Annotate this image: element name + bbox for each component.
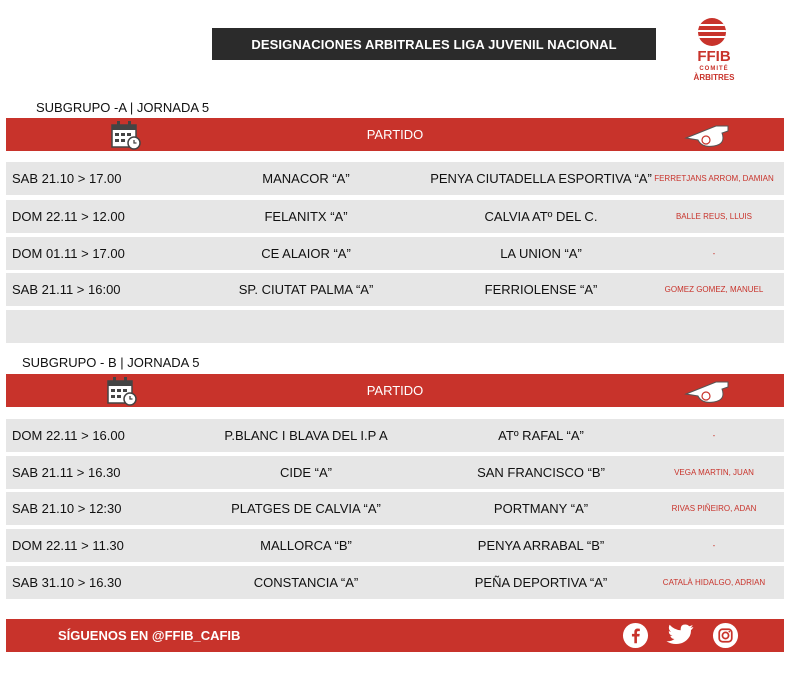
table-row — [6, 566, 784, 599]
referee — [646, 310, 782, 343]
referee: RIVAS PIÑEIRO, ADAN — [671, 504, 757, 513]
page-title — [212, 28, 656, 60]
twitter-icon[interactable] — [662, 622, 696, 649]
logo-line1: COMITÉ — [699, 66, 729, 72]
referee: - — [712, 431, 716, 440]
away-team: FERRIOLENSE “A” — [484, 282, 598, 297]
home-team: CE ALAIOR “A” — [261, 246, 351, 261]
match-date: DOM 01.11 > 17.00 — [12, 246, 125, 261]
table-row — [6, 419, 784, 452]
footer-follow-text: SÍGUENOS EN @FFIB_CAFIB — [58, 628, 241, 643]
away-team — [416, 310, 666, 343]
away-team: PEÑA DEPORTIVA “A” — [474, 575, 608, 590]
table-row — [6, 162, 784, 195]
home-team: P.BLANC I BLAVA DEL I.P A — [224, 428, 388, 443]
group-b-label: SUBGRUPO - B | JORNADA 5 — [22, 355, 200, 370]
match-date: SAB 21.10 > 12:30 — [12, 501, 122, 516]
logo-line2: ÀRBITRES — [693, 73, 735, 82]
whistle-icon — [682, 376, 734, 406]
referee: CATALÀ HIDALGO, ADRIAN — [662, 578, 766, 587]
away-team: LA UNION “A” — [500, 246, 582, 261]
home-team: SP. CIUTAT PALMA “A” — [238, 282, 374, 297]
match-date: DOM 22.11 > 11.30 — [12, 538, 124, 553]
home-team: CIDE “A” — [280, 465, 332, 480]
match-date: DOM 22.11 > 16.00 — [12, 428, 125, 443]
group-a-bar-label: PARTIDO — [366, 127, 424, 142]
logo-brand: FFIB — [697, 48, 731, 65]
table-row — [6, 273, 784, 306]
away-team: SAN FRANCISCO “B” — [477, 465, 605, 480]
table-row — [6, 237, 784, 270]
ffib-logo — [686, 14, 742, 88]
group-b-header-bar — [6, 374, 784, 407]
referee: - — [712, 541, 716, 550]
referee: FERRETJANS ARROM, DAMIAN — [654, 174, 774, 183]
group-b-bar-label: PARTIDO — [366, 383, 424, 398]
table-row-empty — [6, 310, 784, 343]
home-team: CONSTANCIA “A” — [253, 575, 359, 590]
match-date: SAB 21.11 > 16:00 — [12, 282, 121, 297]
away-team: PENYA ARRABAL “B” — [477, 538, 605, 553]
referee: - — [712, 249, 716, 258]
footer-bar — [6, 619, 784, 652]
home-team: MALLORCA “B” — [260, 538, 352, 553]
facebook-icon[interactable] — [622, 622, 649, 649]
away-team: PORTMANY “A” — [493, 501, 589, 516]
table-row — [6, 456, 784, 489]
home-team — [186, 310, 426, 343]
away-team: ATº RAFAL “A” — [498, 428, 584, 443]
home-team: FELANITX “A” — [264, 209, 348, 224]
away-team: PENYA CIUTADELLA ESPORTIVA “A” — [430, 171, 652, 186]
basketball-icon — [698, 18, 726, 46]
away-team: CALVIA ATº DEL C. — [484, 209, 598, 224]
match-date: SAB 21.10 > 17.00 — [12, 171, 122, 186]
whistle-icon — [682, 120, 734, 150]
referee: BALLE REUS, LLUIS — [675, 212, 753, 221]
table-row — [6, 492, 784, 525]
referee: VEGA MARTIN, JUAN — [674, 468, 754, 477]
group-a-label: SUBGRUPO -A | JORNADA 5 — [36, 100, 210, 115]
table-row — [6, 200, 784, 233]
match-date: SAB 21.11 > 16.30 — [12, 465, 121, 480]
calendar-icon — [110, 120, 142, 150]
page-title-text: DESIGNACIONES ARBITRALES LIGA JUVENIL NACIONAL — [251, 36, 617, 52]
home-team: MANACOR “A” — [262, 171, 350, 186]
match-date: SAB 31.10 > 16.30 — [12, 575, 122, 590]
calendar-icon — [106, 376, 138, 406]
group-a-header-bar — [6, 118, 784, 151]
referee: GOMEZ GOMEZ, MANUEL — [664, 285, 764, 294]
match-date: DOM 22.11 > 12.00 — [12, 209, 125, 224]
table-row — [6, 529, 784, 562]
home-team: PLATGES DE CALVIA “A” — [231, 501, 381, 516]
instagram-icon[interactable] — [712, 622, 739, 649]
